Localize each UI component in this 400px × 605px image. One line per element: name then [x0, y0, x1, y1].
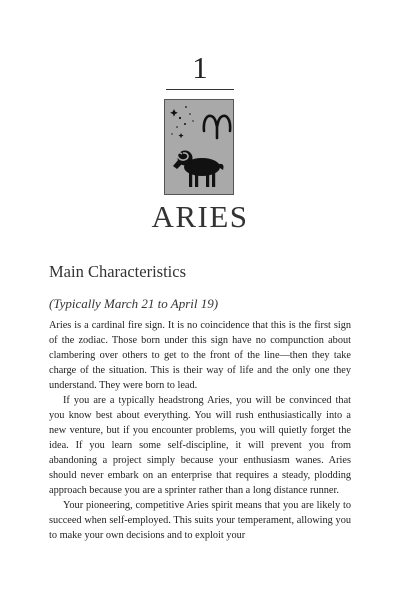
- aries-glyph: [204, 116, 230, 138]
- chapter-divider: [166, 89, 234, 90]
- section-heading: Main Characteristics: [49, 262, 186, 281]
- paragraph: Aries is a cardinal fire sign. It is no coincidence that this is the first sign of the zodiac. Those born under this sign have no compunction about clambering over others to get to the front of the line—then they take charge of the situation. This is their way of life and the only one they understand. They were born to lead.: [49, 320, 351, 391]
- aries-ram-icon: [164, 99, 234, 195]
- body-text: [49, 318, 351, 543]
- paragraph: If you are a typically headstrong Aries, you will be convinced that you know best about everything. You will rush enthusiastically into a new venture, but if you encounter problems, you will quietly forget the idea. If you learn some self-discipline, it will prevent you from abandoning a project simply because your enthusiasm wanes. Aries should never embark on an enterprise that requires a steady, plodding approach because you are a sprinter rather than a long distance runner.: [49, 395, 351, 496]
- star-icon: [170, 106, 194, 138]
- date-range-subheading: (Typically March 21 to April 19): [49, 296, 219, 311]
- chapter-title: ARIES: [151, 199, 249, 234]
- ram-silhouette: [173, 151, 224, 188]
- paragraph: Your pioneering, competitive Aries spirit means that you are likely to succeed when self-employed. This suits your temperament, allowing you to make your own decisions and to exploit your: [49, 500, 351, 541]
- chapter-number: 1: [192, 50, 208, 85]
